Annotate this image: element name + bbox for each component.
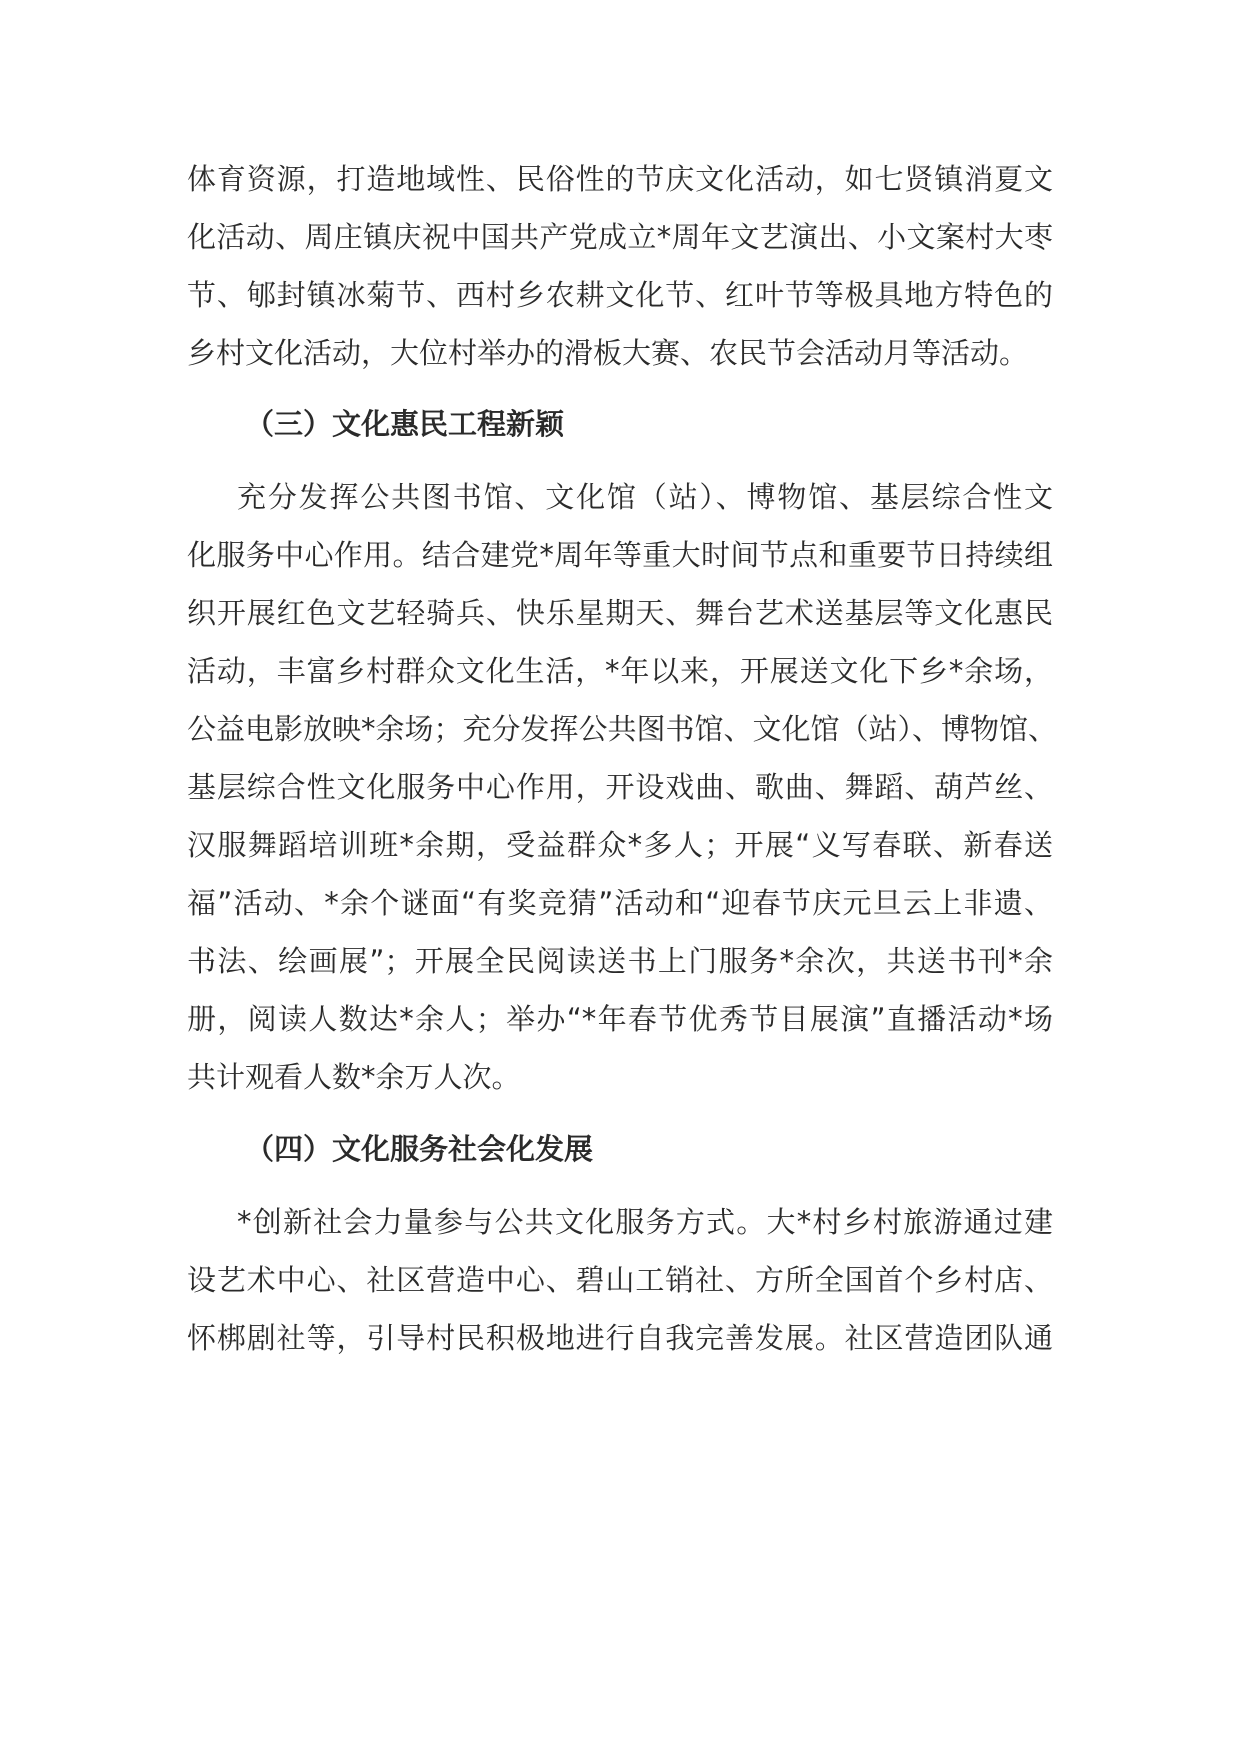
text-line: 化活动、周庄镇庆祝中国共产党成立*周年文艺演出、小文案村大枣: [187, 220, 1053, 254]
text-line: 体育资源，打造地域性、民俗性的节庆文化活动，如七贤镇消夏文: [187, 162, 1053, 196]
text-line: 汉服舞蹈培训班*余期，受益群众*多人；开展“义写春联、新春送: [187, 828, 1053, 862]
text-line: 节、郇封镇冰菊节、西村乡农耕文化节、红叶节等极具地方特色的: [187, 278, 1053, 312]
text-line: 书法、绘画展”；开展全民阅读送书上门服务*余次，共送书刊*余: [187, 944, 1053, 978]
text-line: 怀梆剧社等，引导村民积极地进行自我完善发展。社区营造团队通: [187, 1321, 1053, 1355]
text-line: 福”活动、*余个谜面“有奖竞猜”活动和“迎春节庆元旦云上非遗、: [187, 886, 1053, 920]
text-line: 化服务中心作用。结合建党*周年等重大时间节点和重要节日持续组: [187, 538, 1053, 572]
text-line: 织开展红色文艺轻骑兵、快乐星期天、舞台艺术送基层等文化惠民: [187, 596, 1053, 630]
text-line: 公益电影放映*余场；充分发挥公共图书馆、文化馆（站）、博物馆、: [187, 712, 1058, 746]
section-heading-3: （三）文化惠民工程新颖: [245, 407, 565, 441]
text-line: 活动，丰富乡村群众文化生活，*年以来，开展送文化下乡*余场，: [187, 654, 1053, 688]
text-line: 基层综合性文化服务中心作用，开设戏曲、歌曲、舞蹈、葫芦丝、: [187, 770, 1053, 804]
text-line: 乡村文化活动，大位村举办的滑板大赛、农民节会活动月等活动。: [187, 336, 1029, 370]
section-heading-4: （四）文化服务社会化发展: [245, 1132, 594, 1166]
text-line: 设艺术中心、社区营造中心、碧山工销社、方所全国首个乡村店、: [187, 1263, 1053, 1297]
text-line: 册，阅读人数达*余人；举办“*年春节优秀节目展演”直播活动*场: [187, 1002, 1053, 1036]
text-line: *创新社会力量参与公共文化服务方式。大*村乡村旅游通过建: [237, 1205, 1053, 1239]
text-line: 共计观看人数*余万人次。: [187, 1060, 521, 1094]
text-line: 充分发挥公共图书馆、文化馆（站）、博物馆、基层综合性文: [237, 480, 1053, 514]
